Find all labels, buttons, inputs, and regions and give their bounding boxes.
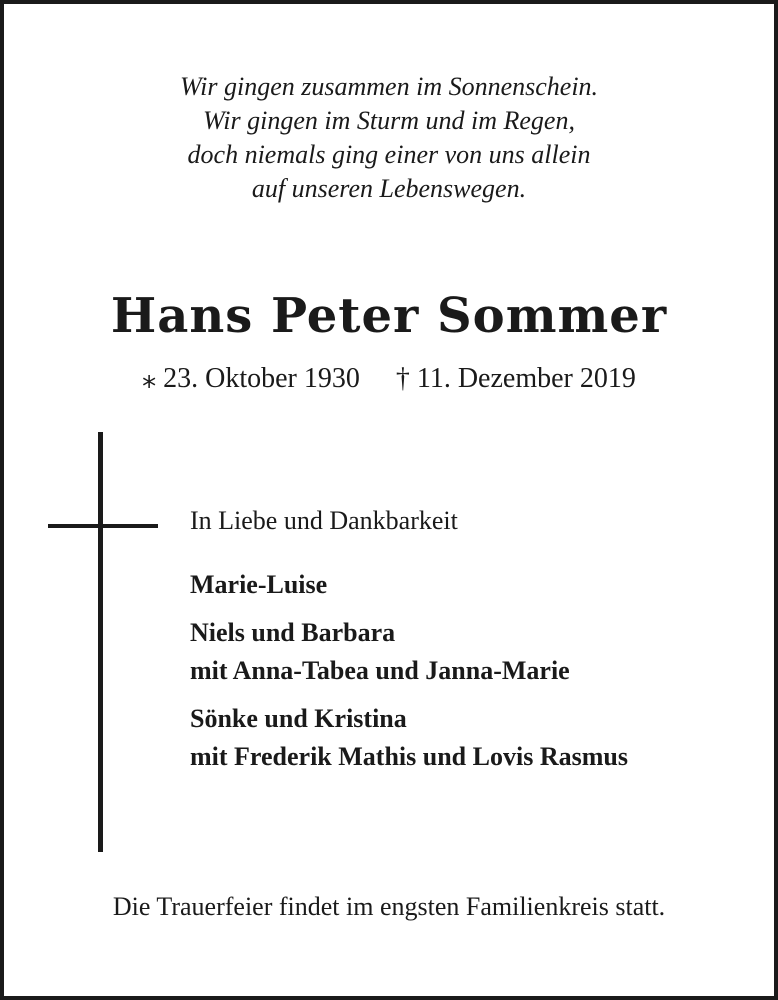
deceased-name: Hans Peter Sommer xyxy=(110,288,668,344)
mourner-group xyxy=(190,614,628,690)
death-date: † 11. Dezember 2019 xyxy=(395,363,636,394)
cross-icon-bar xyxy=(48,524,158,528)
mourner-name: Marie-Luise xyxy=(190,570,328,599)
poem-line: Wir gingen zusammen im Sonnenschein. xyxy=(179,72,599,101)
mourner-group xyxy=(190,566,628,604)
birth-date: ⁎ 23. Oktober 1930 xyxy=(142,363,360,394)
memorial-poem xyxy=(4,70,774,206)
mourners-list xyxy=(190,566,628,786)
life-dates xyxy=(4,362,774,396)
mourners-intro: In Liebe und Dankbarkeit xyxy=(190,506,458,535)
mourner-group xyxy=(190,700,628,776)
cross-icon xyxy=(98,432,103,852)
mourner-name: Sönke und Kristina xyxy=(190,704,407,733)
mourner-name: mit Anna-Tabea und Janna-Marie xyxy=(190,656,570,685)
mourner-name: Niels und Barbara xyxy=(190,618,396,647)
poem-line: doch niemals ging einer von uns allein xyxy=(187,140,591,169)
funeral-note: Die Trauerfeier findet im engsten Familienkreis statt. xyxy=(112,892,666,921)
poem-line: auf unseren Lebenswegen. xyxy=(251,174,527,203)
mourner-name: mit Frederik Mathis und Lovis Rasmus xyxy=(190,742,628,771)
poem-line: Wir gingen im Sturm und im Regen, xyxy=(203,106,575,135)
